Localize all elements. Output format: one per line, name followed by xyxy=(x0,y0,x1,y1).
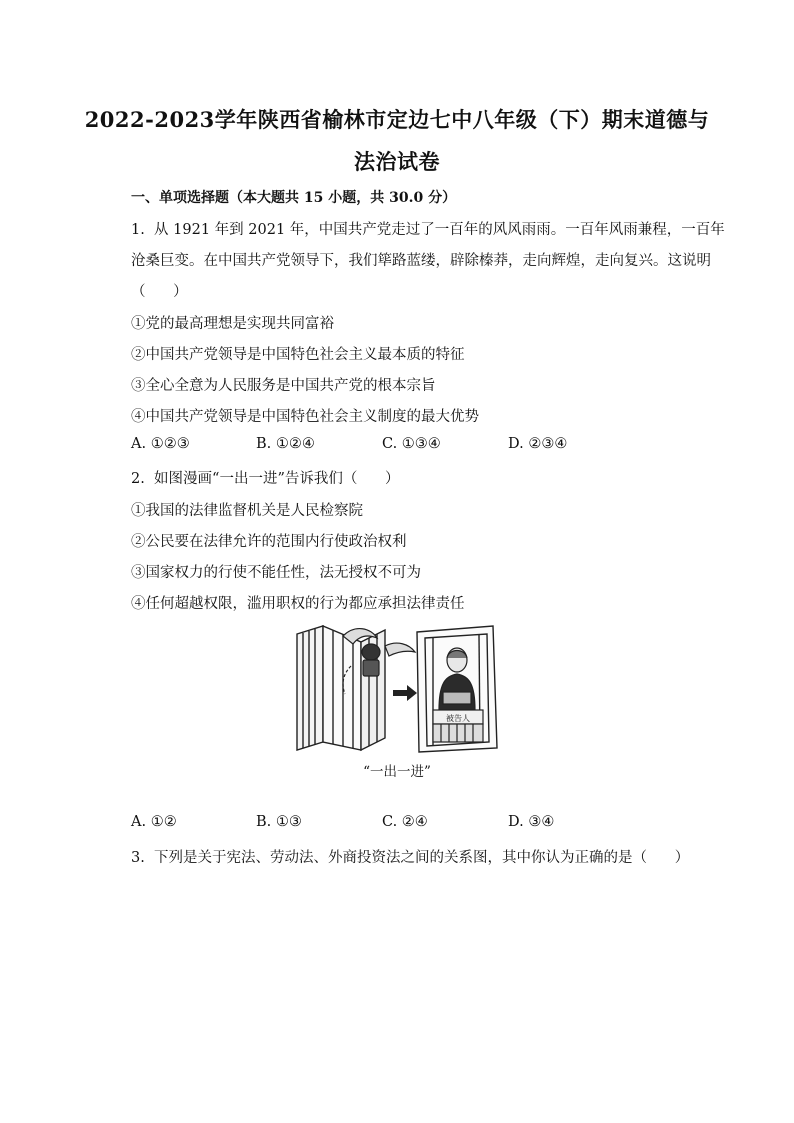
exam-title-line2: 法治试卷 xyxy=(354,149,440,174)
q2-choice-c: C. ②④ xyxy=(382,814,428,830)
cartoon-caption: “一出一进” xyxy=(363,764,431,780)
exam-title-line1: 2022-2023学年陕西省榆林市定边七中八年级（下）期末道德与 xyxy=(84,107,710,132)
q2-choice-b: B. ①③ xyxy=(256,814,302,830)
q1-statement-3: ③全心全意为人民服务是中国共产党的根本宗旨 xyxy=(131,378,436,394)
placard-label: 被告人 xyxy=(446,714,470,723)
q2-choice-d: D. ③④ xyxy=(508,814,555,830)
arrow-right-icon xyxy=(393,685,417,701)
q1-statement-2: ②中国共产党领导是中国特色社会主义最本质的特征 xyxy=(131,347,465,363)
q1-stem-line2: 沧桑巨变。在中国共产党领导下，我们筚路蓝缕，辟除榛莽，走向辉煌，走向复兴。这说明 xyxy=(131,253,711,269)
q2-statement-1: ①我国的法律监督机关是人民检察院 xyxy=(131,503,363,519)
q2-statement-4: ④任何超越权限，滥用职权的行为都应承担法律责任 xyxy=(131,596,465,612)
cartoon-illustration xyxy=(293,622,501,754)
q1-statement-4: ④中国共产党领导是中国特色社会主义制度的最大优势 xyxy=(131,409,479,425)
q1-choice-d: D. ②③④ xyxy=(508,436,568,452)
q2-statement-3: ③国家权力的行使不能任性，法无授权不可为 xyxy=(131,565,421,581)
q3-stem: 3. 下列是关于宪法、劳动法、外商投资法之间的关系图，其中你认为正确的是（ ） xyxy=(131,850,690,866)
q1-choice-b: B. ①②④ xyxy=(256,436,315,452)
section-heading: 一、单项选择题（本大题共 15 小题，共 30.0 分） xyxy=(131,190,457,206)
q2-choice-a: A. ①② xyxy=(131,814,177,830)
q2-statement-2: ②公民要在法律允许的范围内行使政治权利 xyxy=(131,534,407,550)
q1-choice-c: C. ①③④ xyxy=(382,436,441,452)
q1-stem-line1: 1. 从 1921 年到 2021 年，中国共产党走过了一百年的风风雨雨。一百年风雨兼程，一百年 xyxy=(131,222,725,238)
q1-statement-1: ①党的最高理想是实现共同富裕 xyxy=(131,316,334,332)
q1-choice-a: A. ①②③ xyxy=(131,436,190,452)
q1-stem-line3: （ ） xyxy=(131,284,188,300)
q2-stem: 2. 如图漫画“一出一进”告诉我们（ ） xyxy=(131,471,400,487)
